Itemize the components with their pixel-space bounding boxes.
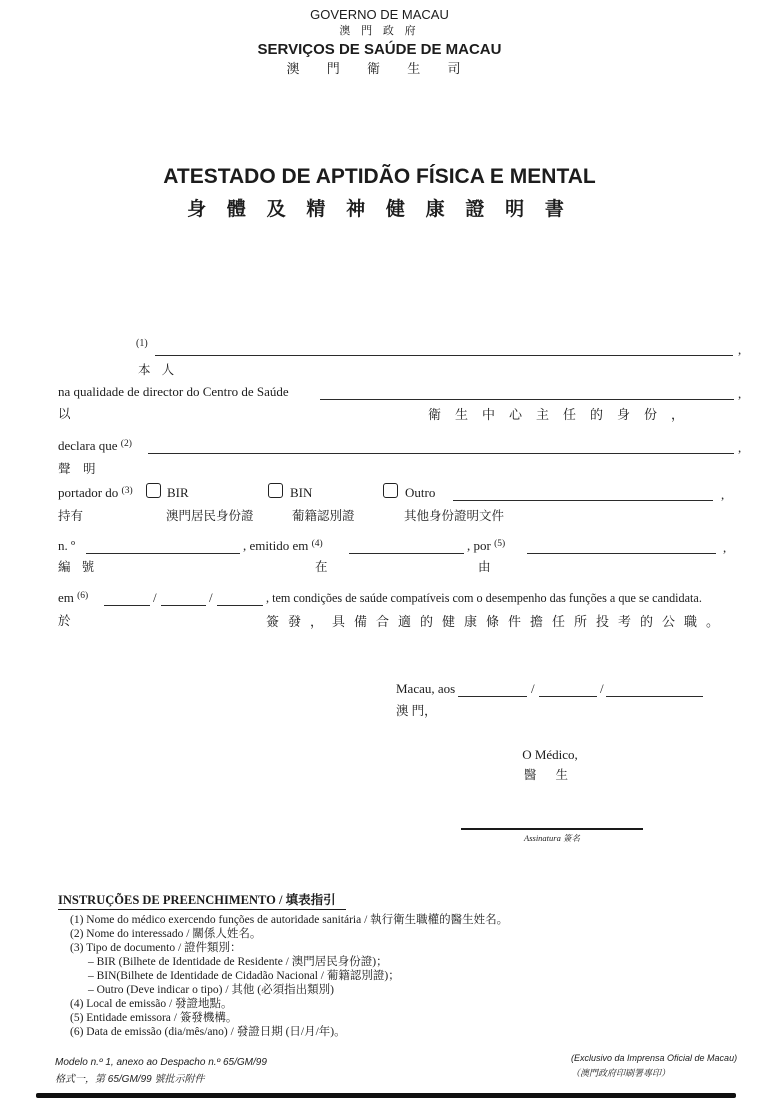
line3-pt xyxy=(58,438,132,454)
field-health-centre[interactable] xyxy=(320,398,734,400)
ref-label-1: (1) xyxy=(136,338,148,349)
ref-label-4: (4) xyxy=(311,539,323,549)
header-government-zh: 澳 門 政 府 xyxy=(339,25,420,37)
assinatura-label: Assinatura 簽名 xyxy=(524,833,580,843)
line5-emitido xyxy=(243,538,323,554)
ref-label-3: (3) xyxy=(121,486,133,496)
line3-pt-text: declara que xyxy=(58,438,118,453)
line5-zh-por: 由 xyxy=(478,560,491,574)
line5-emitido-text: , emitido em xyxy=(243,538,309,553)
line3-zh: 聲 明 xyxy=(58,462,96,476)
line6-pt: , tem condições de saúde compatíveis com o desempenho das funções a que se candidata. xyxy=(266,591,702,605)
instruction-item-1: (1) Nome do médico exercendo funções de autoridade sanitária / 執行衛生職權的醫生姓名。 xyxy=(70,914,509,926)
comma: , xyxy=(738,440,742,455)
medico-label-zh: 醫 生 xyxy=(523,768,577,782)
header-department-zh: 澳 門 衛 生 司 xyxy=(286,61,473,76)
field-issue-day[interactable] xyxy=(104,604,150,606)
checkbox-outro[interactable] xyxy=(383,483,398,498)
bin-zh: 葡籍認別證 xyxy=(292,509,355,523)
line6-em xyxy=(58,590,88,606)
line2-pt: na qualidade de director do Centro de Saúde xyxy=(58,384,289,399)
field-issue-month[interactable] xyxy=(161,604,206,606)
line5-no: n. º xyxy=(58,538,76,553)
field-issue-year[interactable] xyxy=(217,604,263,606)
checkbox-bin[interactable] xyxy=(268,483,283,498)
bir-zh: 澳門居民身份證 xyxy=(166,509,254,523)
instruction-item-6: (6) Data de emissão (dia/mês/ano) / 發證日期 (日/月/年)。 xyxy=(70,1026,346,1038)
instructions-heading: INSTRUÇÕES DE PREENCHIMENTO / 填表指引 xyxy=(58,890,346,910)
line1-zh: 本 人 xyxy=(138,363,179,377)
slash: / xyxy=(153,590,157,605)
footer-model-pt: Modelo n.º 1, anexo ao Despacho n.º 65/GM/99 xyxy=(55,1057,267,1068)
slash: / xyxy=(600,681,604,696)
ref-label-6: (6) xyxy=(77,591,89,601)
bir-label: BIR xyxy=(167,485,189,500)
document-title-zh: 身 體 及 精 神 健 康 證 明 書 xyxy=(187,199,572,220)
line4-pt-text: portador do xyxy=(58,485,119,500)
line2-zh-left: 以 xyxy=(58,407,71,421)
footer-model-zh: 格式一，第 65/GM/99 號批示附件 xyxy=(55,1074,205,1085)
line4-pt xyxy=(58,485,133,501)
footer-printer-zh: （澳門政府印刷署專印） xyxy=(571,1068,671,1078)
comma: , xyxy=(723,540,727,555)
ref-label-5: (5) xyxy=(494,539,506,549)
field-sign-month[interactable] xyxy=(539,695,597,697)
field-sign-year[interactable] xyxy=(606,695,703,697)
signature-line[interactable] xyxy=(461,827,643,830)
ref-label-2: (2) xyxy=(120,439,132,449)
macau-zh: 澳 門， xyxy=(396,704,437,718)
field-interested-name[interactable] xyxy=(148,452,734,454)
comma: , xyxy=(738,386,742,401)
document-title-pt: ATESTADO DE APTIDÃO FÍSICA E MENTAL xyxy=(163,165,596,188)
instruction-item-2: (2) Nome do interessado / 關係人姓名。 xyxy=(70,928,262,940)
macau-aos-label: Macau, aos xyxy=(396,681,456,696)
instruction-item-4: (4) Local de emissão / 發證地點。 xyxy=(70,998,233,1010)
line6-em-text: em xyxy=(58,590,74,605)
field-sign-day[interactable] xyxy=(458,695,527,697)
header-government-pt: GOVERNO DE MACAU xyxy=(310,7,449,22)
line5-zh-no: 編 號 xyxy=(58,560,99,574)
field-outro-type[interactable] xyxy=(453,499,713,501)
instruction-item-3: (3) Tipo de documento / 證件類別： xyxy=(70,942,242,954)
instruction-item-5: (5) Entidade emissora / 簽發機構。 xyxy=(70,1012,238,1024)
outro-label: Outro xyxy=(405,485,436,500)
field-issue-place[interactable] xyxy=(349,552,464,554)
instruction-item-3-bin: – BIN(Bilhete de Identidade de Cidadão Nacional / 葡籍認別證)； xyxy=(88,970,400,982)
medico-label-pt: O Médico, xyxy=(522,747,578,762)
instruction-item-3-outro: – Outro (Deve indicar o tipo) / 其他 (必須指出類別) xyxy=(88,984,334,996)
instruction-item-3-bir: – BIR (Bilhete de Identidade de Residente / 澳門居民身份證)； xyxy=(88,956,388,968)
checkbox-bir[interactable] xyxy=(146,483,161,498)
slash: / xyxy=(209,590,213,605)
line6-zh-left: 於 xyxy=(58,614,71,628)
comma: , xyxy=(721,487,725,502)
field-issue-entity[interactable] xyxy=(527,552,716,554)
line5-zh-em: 在 xyxy=(315,560,328,574)
footer-printer-pt: (Exclusivo da Imprensa Oficial de Macau) xyxy=(571,1053,738,1063)
line2-zh-right: 衛生中心主任的身份， xyxy=(428,407,699,422)
bin-label: BIN xyxy=(290,485,313,500)
line5-por-text: , por xyxy=(467,538,491,553)
outro-zh: 其他身份證明文件 xyxy=(404,509,505,523)
comma: , xyxy=(738,342,742,357)
field-document-number[interactable] xyxy=(86,552,240,554)
line6-zh: 簽發，具備合適的健康條件擔任所投考的公職。 xyxy=(266,614,729,629)
slash: / xyxy=(531,681,535,696)
scan-artifact-bar xyxy=(36,1093,736,1098)
field-doctor-name[interactable] xyxy=(155,354,733,356)
header-department-pt: SERVIÇOS DE SAÚDE DE MACAU xyxy=(257,41,502,58)
line5-por xyxy=(467,538,505,554)
line4-zh-left: 持有 xyxy=(58,509,84,523)
